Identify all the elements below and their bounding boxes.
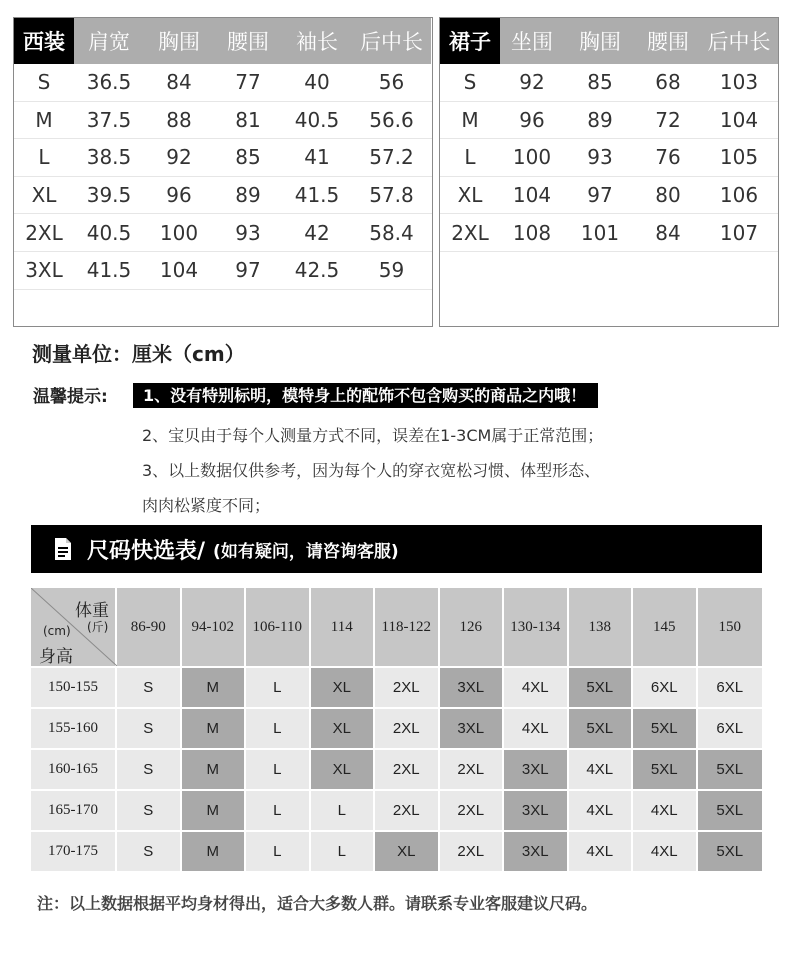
size-cell: 4XL [569,750,634,789]
suit-cell: 77 [235,70,261,95]
skirt-size-table [439,17,779,327]
weight-header-cell: 138 [569,588,634,666]
size-cell: XL [375,832,440,871]
skirt-cell: 103 [719,70,759,95]
suit-row [14,177,432,215]
size-cell: 4XL [633,832,698,871]
size-cell: 4XL [504,709,569,748]
tip-highlight: 1、没有特别标明，模特身上的配饰不包含购买的商品之内哦！ [133,383,598,408]
size-cell: 2XL [375,709,440,748]
suit-cell: M [35,107,53,132]
size-cell: S [117,750,182,789]
suit-cell: 42.5 [294,258,340,283]
weight-header-cell: 106-110 [246,588,311,666]
size-cell: 6XL [633,668,698,707]
skirt-cell: 104 [512,183,552,208]
size-cell: M [182,791,247,830]
tip-line-2: 2、宝贝由于每个人测量方式不同，误差在1-3CM属于正常范围； [142,426,604,445]
skirt-cell: 108 [512,220,552,245]
suit-header-row [14,18,432,64]
suit-cell: 42 [304,220,330,245]
size-cell: 5XL [633,750,698,789]
suit-size-table [13,17,433,327]
weight-header-cell: 150 [698,588,763,666]
skirt-row [440,139,778,177]
skirt-cell: M [461,107,479,132]
weight-header-cell: 118-122 [375,588,440,666]
footnote: 注：以上数据根据平均身材得出，适合大多数人群。请联系专业客服建议尺码。 [37,894,598,913]
weight-header-cell: 86-90 [117,588,182,666]
banner-subtitle: (如有疑问，请咨询客服) [213,541,399,562]
size-cell: L [311,832,376,871]
weight-header-cell: 145 [633,588,698,666]
height-cell: 160-165 [31,750,117,789]
size-cell: S [117,668,182,707]
suit-cell: 36.5 [86,70,132,95]
size-cell: 2XL [440,750,505,789]
size-cell: M [182,668,247,707]
size-cell: 4XL [569,791,634,830]
weight-label: 体重 [75,601,109,621]
suit-cell: 88 [166,107,192,132]
suit-cell: 100 [159,220,199,245]
skirt-row [440,102,778,140]
size-cell: L [246,750,311,789]
size-cell: 3XL [440,709,505,748]
suit-cell: 57.2 [369,145,414,170]
size-cell: 3XL [504,832,569,871]
size-cell: M [182,709,247,748]
size-cell: 4XL [569,832,634,871]
size-cell: 4XL [504,668,569,707]
suit-cell: 41.5 [86,258,132,283]
suit-header-cell: 西装 [14,18,74,64]
skirt-cell: 106 [719,183,759,208]
size-cell: S [117,709,182,748]
skirt-cell: 101 [580,220,620,245]
skirt-cell: 96 [519,107,545,132]
grid-corner-cell [31,588,117,666]
suit-cell: 96 [166,183,192,208]
skirt-header-row [440,18,778,64]
skirt-cell: 92 [519,70,545,95]
suit-cell: S [37,70,51,95]
size-cell: S [117,791,182,830]
suit-cell: 40.5 [86,220,132,245]
size-cell: 5XL [569,709,634,748]
size-cell: 2XL [375,791,440,830]
size-cell: 3XL [440,668,505,707]
size-cell: XL [311,750,376,789]
size-cell: S [117,832,182,871]
skirt-cell: XL [457,183,483,208]
size-cell: 5XL [698,750,763,789]
suit-cell: 41 [304,145,330,170]
size-cell: 6XL [698,668,763,707]
size-cell: 5XL [698,791,763,830]
suit-cell: 93 [235,220,261,245]
grid-row [31,791,762,832]
suit-header-cell: 腰围 [214,18,282,64]
size-quick-select-banner [31,525,762,573]
suit-cell: 56.6 [369,107,414,132]
size-cell: 5XL [698,832,763,871]
size-cell: M [182,832,247,871]
size-cell: L [246,832,311,871]
suit-cell: XL [31,183,57,208]
skirt-row [440,177,778,215]
suit-cell: 92 [166,145,192,170]
weight-header-cell: 114 [311,588,376,666]
skirt-cell: 72 [655,107,681,132]
size-cell: 5XL [569,668,634,707]
suit-header-cell: 胸围 [144,18,214,64]
suit-cell: 2XL [25,220,63,245]
suit-cell: 59 [378,258,405,283]
skirt-cell: 84 [655,220,681,245]
skirt-cell: 80 [655,183,681,208]
size-cell: 3XL [504,791,569,830]
grid-row [31,750,762,791]
suit-cell: 3XL [25,258,63,283]
suit-row [14,102,432,140]
suit-cell: 39.5 [86,183,132,208]
tip-line-4: 肉肉松紧度不同； [142,496,271,515]
skirt-cell: 76 [655,145,681,170]
suit-row [14,214,432,252]
weight-header-cell: 126 [440,588,505,666]
height-cell: 165-170 [31,791,117,830]
suit-cell: 57.8 [369,183,414,208]
suit-row [14,64,432,102]
skirt-header-cell: 坐围 [500,18,564,64]
size-cell: L [246,709,311,748]
suit-cell: 84 [166,70,192,95]
size-cell: 2XL [375,750,440,789]
suit-row [14,252,432,290]
skirt-cell: 89 [587,107,613,132]
tips-label: 温馨提示: [33,387,108,407]
suit-cell: 81 [235,107,261,132]
suit-header-cell: 袖长 [282,18,352,64]
weight-unit: (斤) [87,620,109,634]
skirt-header-cell: 胸围 [564,18,636,64]
skirt-row [440,214,778,252]
size-cell: 2XL [375,668,440,707]
size-cell: XL [311,709,376,748]
suit-cell: 40.5 [294,107,340,132]
size-cell: L [246,791,311,830]
suit-cell: 40 [304,70,330,95]
size-cell: 3XL [504,750,569,789]
skirt-cell: 104 [719,107,759,132]
tip-line-3: 3、以上数据仅供参考，因为每个人的穿衣宽松习惯、体型形态、 [142,461,601,480]
size-cell: 2XL [440,791,505,830]
height-label: 身高 [39,647,73,667]
skirt-cell: S [463,70,477,95]
suit-header-cell: 后中长 [352,18,431,64]
skirt-cell: 68 [655,70,681,95]
height-unit: (cm) [43,624,71,638]
size-cell: 5XL [633,709,698,748]
grid-row [31,709,762,750]
skirt-row [440,64,778,102]
suit-cell: 97 [235,258,261,283]
grid-row [31,832,762,873]
suit-cell: 104 [159,258,199,283]
size-cell: L [246,668,311,707]
suit-cell: 41.5 [294,183,340,208]
grid-row [31,668,762,709]
skirt-header-cell: 裙子 [440,18,500,64]
skirt-cell: 2XL [451,220,489,245]
size-cell: XL [311,668,376,707]
suit-cell: 89 [235,183,261,208]
suit-cell: 56 [378,70,405,95]
height-cell: 150-155 [31,668,117,707]
size-cell: L [311,791,376,830]
size-cell: M [182,750,247,789]
skirt-cell: 100 [512,145,552,170]
skirt-header-cell: 后中长 [700,18,778,64]
skirt-cell: 105 [719,145,759,170]
suit-cell: L [38,145,50,170]
suit-cell: 85 [235,145,261,170]
suit-cell: 37.5 [86,107,132,132]
size-cell: 6XL [698,709,763,748]
skirt-cell: L [464,145,476,170]
suit-row [14,139,432,177]
suit-cell: 58.4 [369,220,414,245]
skirt-cell: 97 [587,183,613,208]
skirt-cell: 85 [587,70,613,95]
size-cell: 4XL [633,791,698,830]
banner-title: 尺码快选表/ [87,538,206,564]
grid-header-row [31,588,762,668]
document-icon [53,537,73,561]
suit-header-cell: 肩宽 [74,18,144,64]
size-quick-select-grid [31,588,762,873]
height-cell: 155-160 [31,709,117,748]
weight-header-cell: 130-134 [504,588,569,666]
skirt-header-cell: 腰围 [636,18,700,64]
measurement-unit: 测量单位：厘米（cm） [32,342,245,366]
skirt-cell: 107 [719,220,759,245]
height-cell: 170-175 [31,832,117,871]
weight-header-cell: 94-102 [182,588,247,666]
skirt-cell: 93 [587,145,613,170]
size-cell: 2XL [440,832,505,871]
suit-cell: 38.5 [86,145,132,170]
